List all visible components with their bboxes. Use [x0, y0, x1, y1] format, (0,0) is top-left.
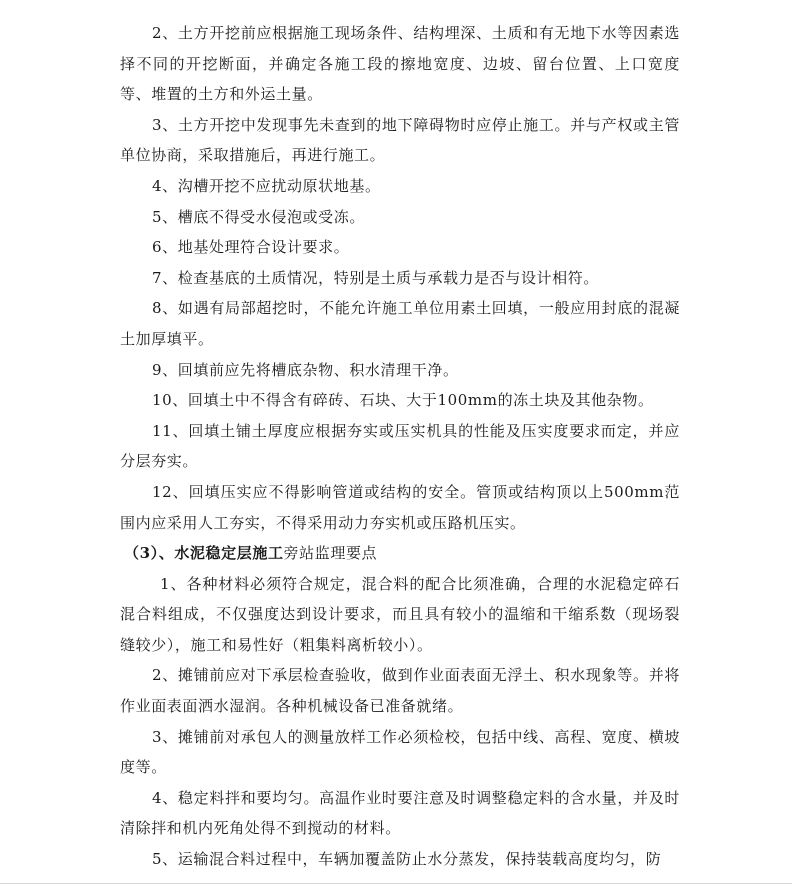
paragraph-item-5: 5、槽底不得受水侵泡或受冻。	[152, 207, 365, 226]
paragraph-item-7: 7、检查基底的土质情况，特别是土质与承载力是否与设计相符。	[152, 268, 599, 287]
paragraph-item-10: 10、回填土中不得含有碎砖、石块、大于100mm的冻土块及其他杂物。	[152, 391, 654, 410]
document-body	[120, 18, 680, 875]
paragraph-item-9: 9、回填前应先将槽底杂物、积水清理干净。	[152, 360, 459, 379]
paragraph-item-2: 2、土方开挖前应根据施工现场条件、结构埋深、土质和有无地下水等因素选择不同的开挖断面，并确定各施工段的擦地宽度、边坡、留台位置、上口宽度等、堆置的土方和外运土量。	[120, 24, 680, 104]
paragraph-item-cement-5: 5、运输混合料过程中，车辆加覆盖防止水分蒸发，保持装载高度均匀，防	[152, 850, 662, 869]
paragraph-item-11: 11、回填土铺土厚度应根据夯实或压实机具的性能及压实度要求而定，并应分层夯实。	[120, 421, 680, 471]
section-heading-subtitle: 旁站监理要点	[283, 544, 378, 563]
section-heading	[120, 538, 680, 569]
paragraph-item-3: 3、土方开挖中发现事先未查到的地下障碍物时应停止施工。并与产权或主管单位协商，采取措施后，再进行施工。	[120, 115, 680, 165]
paragraph-item-cement-4: 4、稳定料拌和要均匀。高温作业时要注意及时调整稳定料的含水量，并及时清除拌和机内死角处得不到搅动的材料。	[120, 788, 680, 838]
paragraph-item-cement-3: 3、摊铺前对承包人的测量放样工作必须检校，包括中线、高程、宽度、横坡度等。	[120, 727, 680, 777]
paragraph-item-8: 8、如遇有局部超挖时，不能允许施工单位用素土回填，一般应用封底的混凝土加厚填平。	[120, 299, 680, 348]
paragraph-item-6: 6、地基处理符合设计要求。	[152, 238, 350, 257]
paragraph-item-cement-2: 2、摊铺前应对下承层检查验收，做到作业面表面无浮土、积水现象等。并将作业面表面洒水湿润。各种机械设备已准备就绪。	[120, 666, 680, 716]
paragraph-item-cement-1: 1、各种材料必须符合规定，混合料的配合比须准确，合理的水泥稳定碎石混合料组成，不仅强度达到设计要求，而且具有较小的温缩和干缩系数（现场裂缝较少），施工和易性好（粗集料离析较小）。	[120, 574, 680, 654]
section-heading-title: （3）、水泥稳定层施工	[124, 544, 284, 563]
paragraph-item-4: 4、沟槽开挖不应扰动原状地基。	[152, 176, 381, 195]
paragraph-item-12: 12、回填压实应不得影响管道或结构的安全。管顶或结构顶以上500mm范围内应采用人工夯实，不得采用动力夯实机或压路机压实。	[120, 482, 680, 532]
